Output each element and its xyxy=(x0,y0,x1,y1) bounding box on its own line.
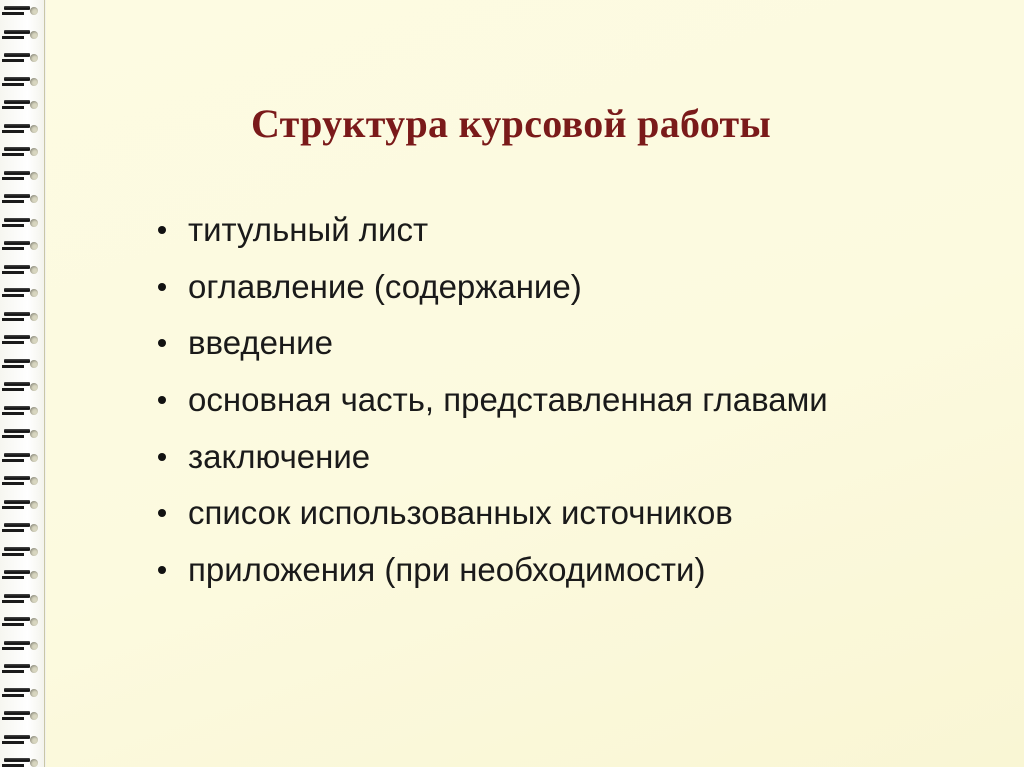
binding-ring xyxy=(4,124,30,128)
binding-hole xyxy=(30,266,38,274)
binding-ring xyxy=(4,453,30,457)
binding-hole xyxy=(30,148,38,156)
bullet-list xyxy=(150,202,828,598)
binding-hole xyxy=(30,736,38,744)
binding-hole xyxy=(30,571,38,579)
binding-ring xyxy=(4,30,30,34)
list-item xyxy=(150,542,828,599)
binding-ring xyxy=(4,617,30,621)
binding-ring xyxy=(4,570,30,574)
list-item xyxy=(150,315,828,372)
binding-ring xyxy=(4,53,30,57)
binding-hole xyxy=(30,454,38,462)
list-item-label: приложения (при необходимости) xyxy=(188,550,706,588)
binding-ring xyxy=(4,312,30,316)
binding-hole xyxy=(30,242,38,250)
binding-ring xyxy=(4,6,30,10)
binding-hole xyxy=(30,477,38,485)
binding-hole xyxy=(30,289,38,297)
binding-ring xyxy=(4,429,30,433)
list-item-label: заключение xyxy=(188,437,371,475)
binding-ring xyxy=(4,382,30,386)
binding-hole xyxy=(30,407,38,415)
binding-hole xyxy=(30,618,38,626)
binding-hole xyxy=(30,548,38,556)
binding-edge-line xyxy=(44,0,45,767)
binding-ring xyxy=(4,711,30,715)
binding-hole xyxy=(30,31,38,39)
binding-hole xyxy=(30,430,38,438)
binding-hole xyxy=(30,78,38,86)
binding-ring xyxy=(4,147,30,151)
bullet-dot-icon xyxy=(158,396,166,404)
binding-ring xyxy=(4,594,30,598)
binding-hole xyxy=(30,712,38,720)
binding-ring xyxy=(4,77,30,81)
binding-ring xyxy=(4,664,30,668)
binding-hole xyxy=(30,501,38,509)
binding-ring xyxy=(4,288,30,292)
binding-hole xyxy=(30,54,38,62)
binding-ring xyxy=(4,641,30,645)
binding-ring xyxy=(4,735,30,739)
binding-ring xyxy=(4,500,30,504)
list-item xyxy=(150,372,828,429)
list-item-label: введение xyxy=(188,324,333,362)
list-item-label: список использованных источников xyxy=(188,494,733,532)
binding-ring xyxy=(4,476,30,480)
bullet-dot-icon xyxy=(158,566,166,574)
list-item xyxy=(150,485,828,542)
binding-hole xyxy=(30,195,38,203)
list-item xyxy=(150,428,828,485)
binding-hole xyxy=(30,101,38,109)
binding-hole xyxy=(30,642,38,650)
list-item-label: титульный лист xyxy=(188,211,429,249)
binding-hole xyxy=(30,689,38,697)
bullet-dot-icon xyxy=(158,453,166,461)
bullet-dot-icon xyxy=(158,283,166,291)
binding-hole xyxy=(30,172,38,180)
binding-ring xyxy=(4,523,30,527)
list-item-label: основная часть, представленная главами xyxy=(188,381,828,419)
binding-hole xyxy=(30,313,38,321)
binding-ring xyxy=(4,688,30,692)
binding-ring xyxy=(4,406,30,410)
bullet-dot-icon xyxy=(158,226,166,234)
binding-hole xyxy=(30,595,38,603)
bullet-dot-icon xyxy=(158,509,166,517)
binding-ring xyxy=(4,194,30,198)
binding-ring xyxy=(4,335,30,339)
list-item xyxy=(150,259,828,316)
binding-hole xyxy=(30,7,38,15)
list-item xyxy=(150,202,828,259)
binding-hole xyxy=(30,665,38,673)
binding-hole xyxy=(30,759,38,767)
binding-hole xyxy=(30,383,38,391)
binding-ring xyxy=(4,100,30,104)
binding-ring xyxy=(4,547,30,551)
binding-hole xyxy=(30,336,38,344)
slide-title: Структура курсовой работы xyxy=(250,101,772,146)
binding-ring xyxy=(4,171,30,175)
binding-ring xyxy=(4,241,30,245)
binding-hole xyxy=(30,219,38,227)
binding-ring xyxy=(4,218,30,222)
binding-hole xyxy=(30,360,38,368)
binding-hole xyxy=(30,524,38,532)
binding-hole xyxy=(30,125,38,133)
bullet-dot-icon xyxy=(158,339,166,347)
spiral-binding-icon xyxy=(0,0,46,767)
binding-ring xyxy=(4,758,30,762)
binding-ring xyxy=(4,265,30,269)
binding-ring xyxy=(4,359,30,363)
list-item-label: оглавление (содержание) xyxy=(188,267,582,305)
